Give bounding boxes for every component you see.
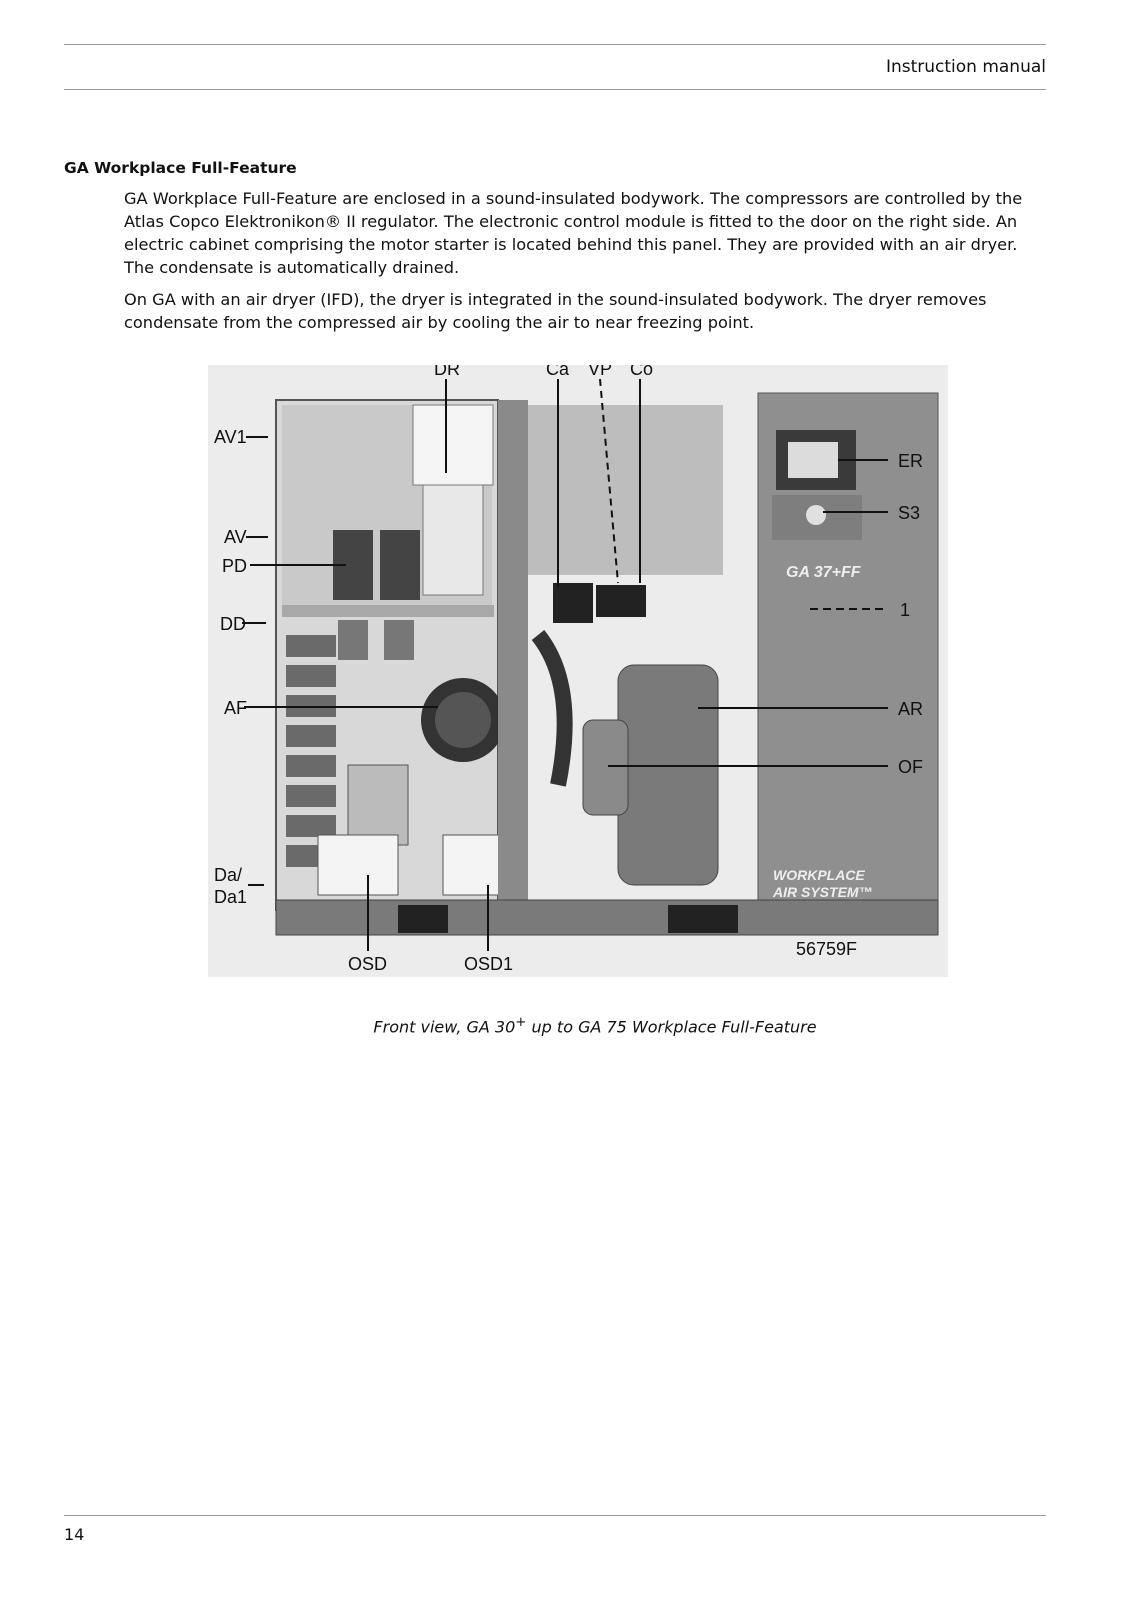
callout-af: AF	[224, 698, 248, 718]
header-rule-bottom	[64, 89, 1046, 90]
callout-s3: S3	[898, 503, 921, 523]
caption-suffix: up to GA 75 Workplace Full-Feature	[526, 1017, 817, 1037]
model-badge: GA 37+FF	[786, 564, 861, 581]
callout-of: OF	[898, 757, 923, 777]
caption-prefix: Front view, GA 30	[373, 1017, 516, 1037]
callout-co: Co	[630, 365, 654, 379]
paragraph-2: On GA with an air dryer (IFD), the dryer is integrated in the sound-insulated bodywork. The dryer removes condensate from the compressed air by cooling the air to near freezing point.	[124, 290, 987, 332]
page-number: 14	[64, 1525, 85, 1544]
callout-da: Da/	[214, 865, 243, 885]
callout-dr: DR	[434, 365, 460, 379]
callout-osd1: OSD1	[464, 954, 514, 974]
header-title: Instruction manual	[885, 57, 1046, 77]
callout-osd: OSD	[348, 954, 388, 974]
footer-rule	[64, 1515, 1046, 1516]
callout-er: ER	[898, 451, 924, 471]
header-rule-top	[64, 44, 1046, 45]
brand-line-2: AIR SYSTEM™	[773, 884, 873, 900]
section-heading: GA Workplace Full-Feature	[64, 159, 297, 177]
callout-1: 1	[900, 600, 911, 620]
callout-dd: DD	[220, 614, 246, 634]
callout-av: AV	[224, 527, 247, 547]
paragraph-1: GA Workplace Full-Feature are enclosed in a sound-insulated bodywork. The compressors are controlled by the Atlas Copco Elektronikon® II regulator. The electronic control module is fitted to the door on the right side. An electric cabinet comprising the motor starter is located behind this panel. They are provided with an air dryer. The condensate is automatically drained.	[124, 189, 1023, 277]
callout-ar: AR	[898, 699, 924, 719]
compressor-photo	[198, 365, 958, 995]
compressor-figure	[198, 365, 958, 995]
brand-line-1: WORKPLACE	[773, 867, 865, 883]
figure-caption	[0, 1015, 1130, 1036]
figure-id: 56759F	[796, 939, 858, 959]
callout-av1: AV1	[214, 427, 247, 447]
callout-da1: Da1	[214, 887, 248, 907]
callout-pd: PD	[222, 556, 248, 576]
callout-ca: Ca	[546, 365, 570, 379]
callout-vp: VP	[588, 365, 613, 379]
caption-superscript: +	[515, 1015, 527, 1030]
